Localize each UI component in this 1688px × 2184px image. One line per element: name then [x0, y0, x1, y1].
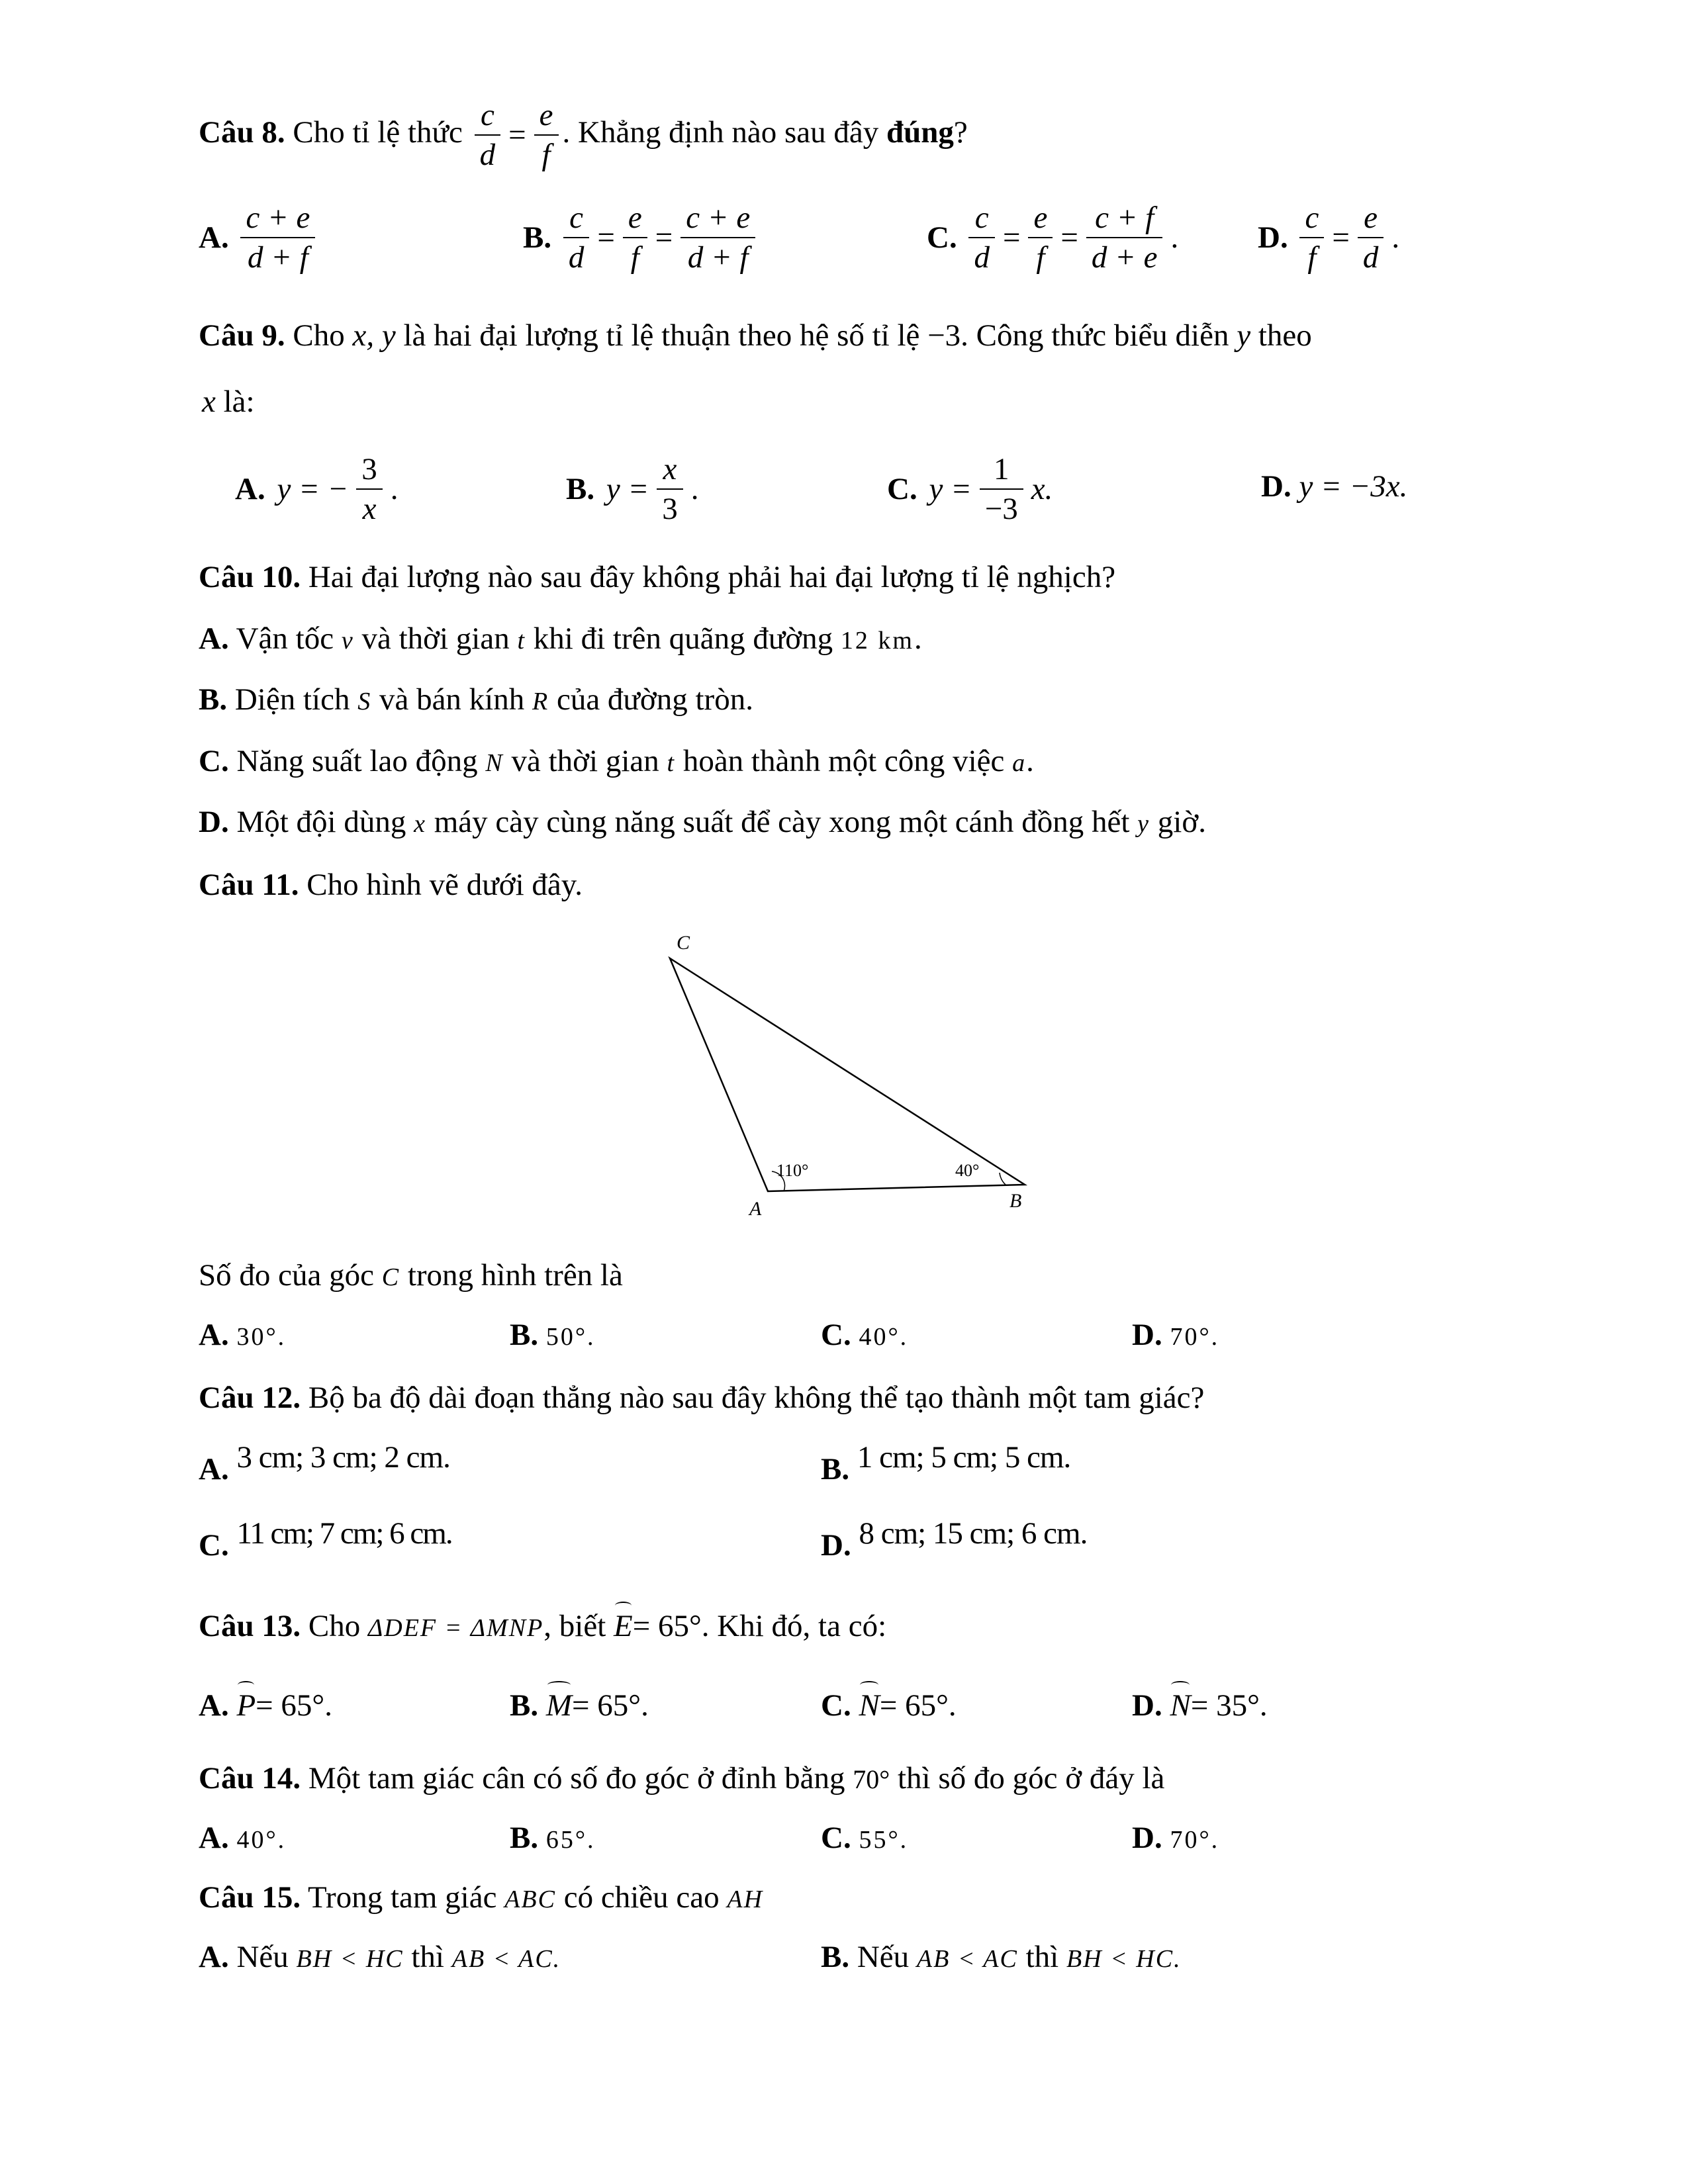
q15-stem: Câu 15. Trong tam giác ABC có chiều cao AH [199, 1880, 764, 1915]
q8-text-bold: đúng [886, 114, 954, 150]
q11-question: Số đo của góc C trong hình trên là [199, 1258, 623, 1293]
q8-stem: Câu 8. Cho tỉ lệ thức $\frac{c}{d}$ = $\frac{e}{f}$ . Khẳng định nào sau đây đúng? [199, 96, 968, 174]
q13-option-a[interactable]: A. P= 65°. [199, 1688, 332, 1723]
q12-option-c[interactable]: C. 11 cm; 7 cm; 6 cm. [199, 1516, 452, 1563]
q14-option-d[interactable]: D. 70°. [1132, 1821, 1220, 1855]
q9-option-d[interactable]: D. y = −3x. [1261, 469, 1408, 504]
q13-stem: Câu 13. Cho ΔDEF = ΔMNP, biết E= 65°. Khi đó, ta có: [199, 1609, 887, 1643]
q8-text-a: Cho tỉ lệ thức [293, 114, 463, 150]
q10-option-a[interactable]: A. Vận tốc v và thời gian t khi đi trên quãng đường 12 km. [199, 621, 922, 656]
q14-option-a[interactable]: A. 40°. [199, 1821, 287, 1855]
q10-title: Câu 10. [199, 560, 301, 594]
q15-option-b[interactable]: B. Nếu AB < AC thì BH < HC. [821, 1940, 1182, 1974]
q12-title: Câu 12. [199, 1381, 301, 1415]
q8-ratio-2: $\frac{e}{f}$ [534, 96, 559, 174]
angle-b-label: 40° [955, 1161, 980, 1180]
label-b: B [1009, 1190, 1022, 1212]
q8-option-c[interactable]: C. $\frac{c}{d}$ = $\frac{e}{f}$ = $\frac{c + f}{d + e}$ . [927, 199, 1182, 277]
q8-text-b: . Khẳng định nào sau đây [562, 114, 879, 150]
q9-title: Câu 9. [199, 318, 285, 353]
q11-title: Câu 11. [199, 868, 299, 902]
q13-option-c[interactable]: C. N= 65°. [821, 1688, 957, 1723]
q10-option-d[interactable]: D. Một đội dùng x máy cày cùng năng suất để cày xong một cánh đồng hết y giờ. [199, 805, 1206, 839]
angle-a-label: 110° [776, 1161, 809, 1180]
q10-option-b[interactable]: B. Diện tích S và bán kính R của đường tròn. [199, 682, 753, 717]
q10-stem: Câu 10. Hai đại lượng nào sau đây không phải hai đại lượng tỉ lệ nghịch? [199, 560, 1116, 594]
q8-option-b[interactable]: B. $\frac{c}{d}$ = $\frac{e}{f}$ = $\frac{c + e}{d + f}$ [523, 199, 759, 277]
q8-ratio-1: $\frac{c}{d}$ [475, 96, 501, 174]
q9-stem-line2: x là: [202, 385, 255, 419]
q11-stem: Câu 11. Cho hình vẽ dưới đây. [199, 868, 583, 902]
q13-option-b[interactable]: B. M= 65°. [510, 1688, 649, 1723]
q9-option-a[interactable]: A. y = − $\frac{3}{x}$ . [235, 450, 402, 528]
q9-option-b[interactable]: B. y = $\frac{x}{3}$ . [566, 450, 702, 528]
q12-option-d[interactable]: D. 8 cm; 15 cm; 6 cm. [821, 1516, 1088, 1563]
angle-b-arc [1000, 1173, 1006, 1185]
q14-title: Câu 14. [199, 1761, 301, 1796]
q14-option-b[interactable]: B. 65°. [510, 1821, 596, 1855]
q14-option-c[interactable]: C. 55°. [821, 1821, 909, 1855]
q11-option-b[interactable]: B. 50°. [510, 1318, 596, 1352]
q15-option-a[interactable]: A. Nếu BH < HC thì AB < AC. [199, 1940, 561, 1974]
q8-title: Câu 8. [199, 114, 285, 150]
q15-title: Câu 15. [199, 1880, 301, 1915]
q13-option-d[interactable]: D. N= 35°. [1132, 1688, 1268, 1723]
q9-option-c[interactable]: C. y = $\frac{1}{-3}$ x. [887, 450, 1056, 528]
q10-option-c[interactable]: C. Năng suất lao động N và thời gian t hoàn thành một công việc a. [199, 744, 1034, 778]
q13-title: Câu 13. [199, 1609, 301, 1643]
q8-option-a[interactable]: A. $\frac{c + e}{d + f}$ [199, 199, 319, 277]
q8-option-d[interactable]: D. $\frac{c}{f}$ = $\frac{e}{d}$ . [1258, 199, 1403, 277]
triangle-abc [670, 958, 1025, 1191]
q11-option-a[interactable]: A. 30°. [199, 1318, 287, 1352]
q14-stem: Câu 14. Một tam giác cân có số đo góc ở đỉnh bằng 70° thì số đo góc ở đáy là [199, 1761, 1165, 1796]
q12-stem: Câu 12. Bộ ba độ dài đoạn thẳng nào sau đây không thể tạo thành một tam giác? [199, 1381, 1205, 1415]
q11-option-d[interactable]: D. 70°. [1132, 1318, 1220, 1352]
label-c: C [677, 932, 690, 954]
q12-option-a[interactable]: A. 3 cm; 3 cm; 2 cm. [199, 1440, 450, 1486]
q12-option-b[interactable]: B. 1 cm; 5 cm; 5 cm. [821, 1440, 1071, 1486]
label-a: A [749, 1198, 762, 1220]
q11-option-c[interactable]: C. 40°. [821, 1318, 909, 1352]
q9-stem-line1: Câu 9. Cho x, y là hai đại lượng tỉ lệ thuận theo hệ số tỉ lệ −3. Công thức biểu diễn y theo [199, 318, 1312, 353]
